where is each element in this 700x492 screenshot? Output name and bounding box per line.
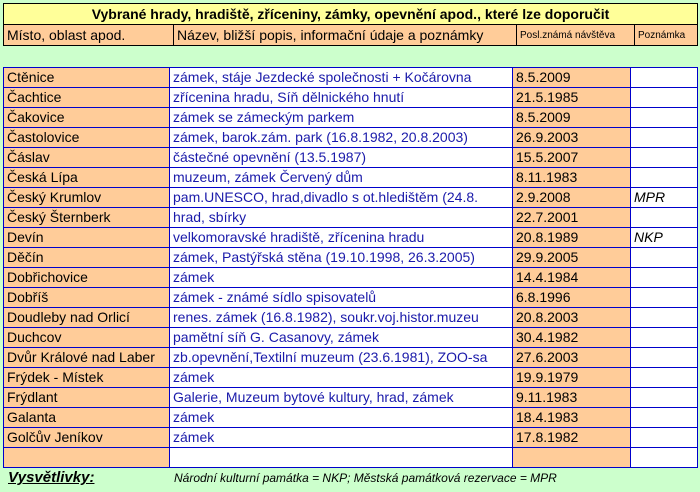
cell-place[interactable]: Česká Lípa — [4, 168, 170, 188]
cell-place[interactable]: Duchcov — [4, 328, 170, 348]
column-header-last-visit: Posl.známá návštěva — [517, 25, 635, 46]
cell-description[interactable]: zámek, stáje Jezdecké společnosti + Kočárovna — [170, 68, 513, 88]
cell-description[interactable]: zámek — [170, 428, 513, 448]
cell-last-visit[interactable]: 9.11.1983 — [513, 388, 631, 408]
cell-note[interactable]: MPR — [631, 188, 698, 208]
table-row — [4, 68, 698, 88]
table-row — [4, 368, 698, 388]
table-row — [4, 148, 698, 168]
cell-description[interactable]: pam.UNESCO, hrad,divadlo s ot.hledištěm (24.8. — [170, 188, 513, 208]
cell-note[interactable] — [631, 308, 698, 328]
table-row — [4, 168, 698, 188]
cell-last-visit[interactable]: 8.11.1983 — [513, 168, 631, 188]
table-row — [4, 208, 698, 228]
cell-last-visit[interactable]: 17.8.1982 — [513, 428, 631, 448]
cell-last-visit[interactable] — [513, 448, 631, 468]
cell-last-visit[interactable]: 8.5.2009 — [513, 68, 631, 88]
cell-place[interactable]: Častolovice — [4, 128, 170, 148]
cell-place[interactable]: Čachtice — [4, 88, 170, 108]
cell-description[interactable] — [170, 448, 513, 468]
cell-description[interactable]: renes. zámek (16.8.1982), soukr.voj.histor.muzeu — [170, 308, 513, 328]
cell-note[interactable] — [631, 108, 698, 128]
table-row — [4, 228, 698, 248]
cell-note[interactable] — [631, 448, 698, 468]
cell-note[interactable] — [631, 248, 698, 268]
cell-last-visit[interactable]: 20.8.2003 — [513, 308, 631, 328]
cell-note[interactable] — [631, 388, 698, 408]
table-row — [4, 288, 698, 308]
cell-place[interactable]: Devín — [4, 228, 170, 248]
column-header-description: Název, bližší popis, informační údaje a poznámky — [174, 25, 517, 46]
cell-place[interactable]: Dvůr Králové nad Laber — [4, 348, 170, 368]
cell-description[interactable]: částečné opevnění (13.5.1987) — [170, 148, 513, 168]
cell-description[interactable]: velkomoravské hradiště, zřícenina hradu — [170, 228, 513, 248]
table-row — [4, 188, 698, 208]
cell-note[interactable]: NKP — [631, 228, 698, 248]
table-row — [4, 268, 698, 288]
legend — [8, 469, 698, 487]
cell-description[interactable]: pamětní síň G. Casanovy, zámek — [170, 328, 513, 348]
column-header-place: Místo, oblast apod. — [4, 25, 174, 46]
cell-description[interactable]: muzeum, zámek Červený dům — [170, 168, 513, 188]
cell-place[interactable]: Dobřichovice — [4, 268, 170, 288]
cell-last-visit[interactable]: 2.9.2008 — [513, 188, 631, 208]
cell-note[interactable] — [631, 148, 698, 168]
cell-last-visit[interactable]: 6.8.1996 — [513, 288, 631, 308]
table-row — [4, 308, 698, 328]
legend-label: Vysvětlivky: — [8, 469, 95, 486]
cell-note[interactable] — [631, 88, 698, 108]
castles-table — [3, 67, 698, 468]
cell-place[interactable]: Čakovice — [4, 108, 170, 128]
column-header-note: Poznámka — [635, 25, 698, 46]
cell-last-visit[interactable]: 27.6.2003 — [513, 348, 631, 368]
cell-description[interactable]: zámek, barok.zám. park (16.8.1982, 20.8.2003) — [170, 128, 513, 148]
sheet-title: Vybrané hrady, hradiště, zříceniny, zámky, opevnění apod., které lze doporučit — [4, 4, 698, 25]
cell-last-visit[interactable]: 18.4.1983 — [513, 408, 631, 428]
cell-place[interactable] — [4, 448, 170, 468]
cell-description[interactable]: zámek — [170, 368, 513, 388]
cell-description[interactable]: zámek - známé sídlo spisovatelů — [170, 288, 513, 308]
cell-last-visit[interactable]: 20.8.1989 — [513, 228, 631, 248]
cell-note[interactable] — [631, 208, 698, 228]
cell-description[interactable]: zámek — [170, 408, 513, 428]
header-table — [3, 3, 698, 46]
cell-last-visit[interactable]: 15.5.2007 — [513, 148, 631, 168]
cell-place[interactable]: Frýdlant — [4, 388, 170, 408]
cell-note[interactable] — [631, 128, 698, 148]
cell-last-visit[interactable]: 14.4.1984 — [513, 268, 631, 288]
cell-place[interactable]: Doudleby nad Orlicí — [4, 308, 170, 328]
cell-note[interactable] — [631, 268, 698, 288]
cell-last-visit[interactable]: 26.9.2003 — [513, 128, 631, 148]
cell-note[interactable] — [631, 408, 698, 428]
cell-place[interactable]: Český Krumlov — [4, 188, 170, 208]
table-row — [4, 128, 698, 148]
table-row — [4, 428, 698, 448]
table-row — [4, 88, 698, 108]
table-row — [4, 348, 698, 368]
cell-last-visit[interactable]: 30.4.1982 — [513, 328, 631, 348]
cell-place[interactable]: Ctěnice — [4, 68, 170, 88]
cell-place[interactable]: Čáslav — [4, 148, 170, 168]
cell-description[interactable]: zb.opevnění,Textilní muzeum (23.6.1981), ZOO-sa — [170, 348, 513, 368]
cell-note[interactable] — [631, 428, 698, 448]
table-row — [4, 388, 698, 408]
cell-note[interactable] — [631, 368, 698, 388]
cell-place[interactable]: Děčín — [4, 248, 170, 268]
cell-note[interactable] — [631, 328, 698, 348]
cell-last-visit[interactable]: 22.7.2001 — [513, 208, 631, 228]
cell-description[interactable]: zřícenina hradu, Síň dělnického hnutí — [170, 88, 513, 108]
table-row — [4, 448, 698, 468]
cell-place[interactable]: Frýdek - Místek — [4, 368, 170, 388]
cell-last-visit[interactable]: 19.9.1979 — [513, 368, 631, 388]
table-row — [4, 108, 698, 128]
table-row — [4, 408, 698, 428]
cell-note[interactable] — [631, 288, 698, 308]
cell-last-visit[interactable]: 29.9.2005 — [513, 248, 631, 268]
cell-place[interactable]: Golčův Jeníkov — [4, 428, 170, 448]
table-row — [4, 248, 698, 268]
cell-description[interactable]: hrad, sbírky — [170, 208, 513, 228]
cell-description[interactable]: zámek se zámeckým parkem — [170, 108, 513, 128]
cell-note[interactable] — [631, 68, 698, 88]
cell-place[interactable]: Dobříš — [4, 288, 170, 308]
legend-text: Národní kulturní památka = NKP; Městská památková rezervace = MPR — [174, 471, 557, 485]
cell-place[interactable]: Galanta — [4, 408, 170, 428]
cell-note[interactable] — [631, 348, 698, 368]
cell-description[interactable]: zámek — [170, 268, 513, 288]
cell-description[interactable]: Galerie, Muzeum bytové kultury, hrad, zámek — [170, 388, 513, 408]
cell-description[interactable]: zámek, Pastýřská stěna (19.10.1998, 26.3.2005) — [170, 248, 513, 268]
table-row — [4, 328, 698, 348]
cell-last-visit[interactable]: 21.5.1985 — [513, 88, 631, 108]
cell-last-visit[interactable]: 8.5.2009 — [513, 108, 631, 128]
cell-place[interactable]: Český Šternberk — [4, 208, 170, 228]
cell-note[interactable] — [631, 168, 698, 188]
